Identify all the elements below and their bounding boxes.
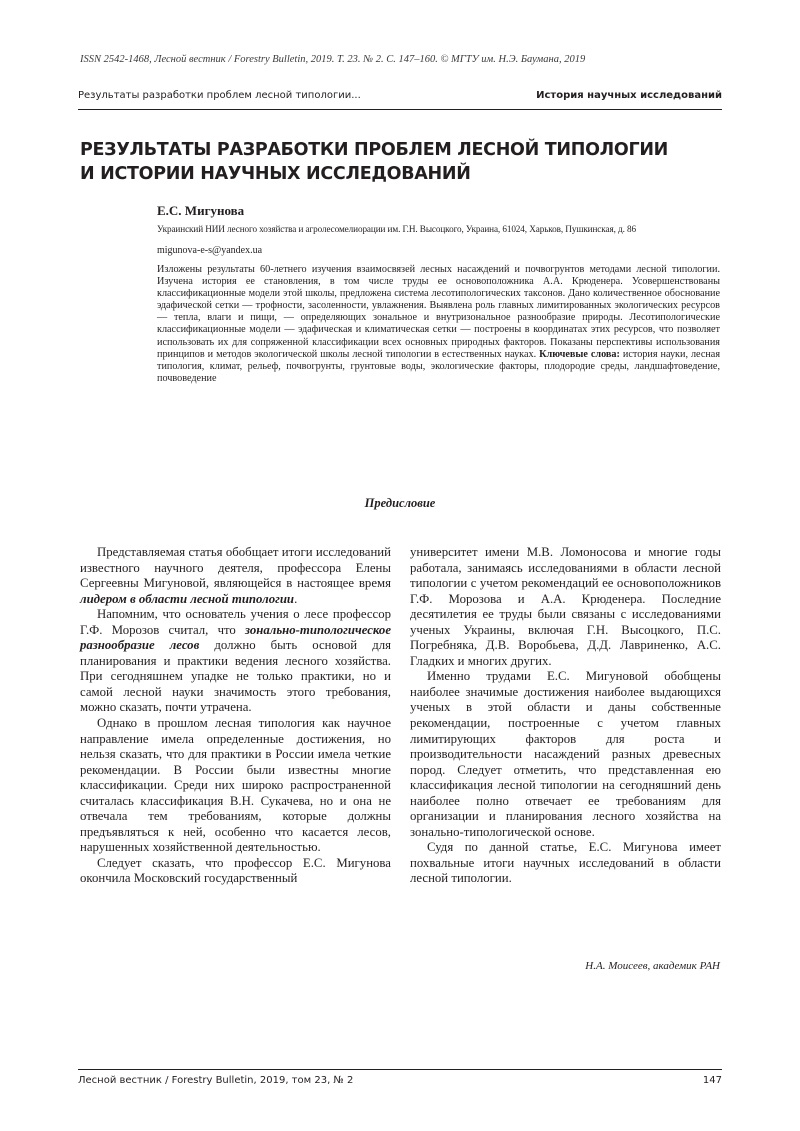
author-affiliation: Украинский НИИ лесного хозяйства и агролесомелиорации им. Г.Н. Высоцкого, Украина, 61024, Харьков, Пушкинская, д. 86 <box>157 224 636 234</box>
paragraph: Именно трудами Е.С. Мигуновой обобщены наиболее значимые достижения наиболее выдающихся ученых в этой области и даны собственные рекомендации, построенные с учетом главных лимитирующих факторов для роста и производительности насаждений разных древесных пород. Следует отметить, что представленная ею классификация лесной типологии на сегодняшний день наиболее полно отвечает ее требованиям для организации и планирования лесного хозяйства на зонально-типологической основе. <box>410 669 721 839</box>
paragraph <box>80 545 391 607</box>
article-title-line-2: И ИСТОРИИ НАУЧНЫХ ИССЛЕДОВАНИЙ <box>80 164 471 184</box>
paragraph <box>80 607 391 716</box>
footer-journal: Лесной вестник / Forestry Bulletin, 2019, том 23, № 2 <box>78 1075 354 1086</box>
keywords-label: Ключевые слова: <box>539 348 620 360</box>
running-head-section: История научных исследований <box>536 89 722 101</box>
right-column <box>410 545 721 887</box>
abstract-text: Изложены результаты 60-летнего изучения взаимосвязей лесных насаждений и почвогрунтов методами лесной типологии. Изучена история ее становления, в том числе труды ее основоположника А.А. Крюденера. Усовершенствованы классификационные модели этой школы, предложена система лесотипологических таксонов. Дано количественное обоснование эдафической сетки — трофности, засоленности, увлажнения. Выявлена роль главных лимитированных экологических ресурсов — тепла, влаги и пищи, — определяющих зональное и внутризональное разнообразие природы. Лесотипологические классификационные модели — эдафическая и климатическая сетки — построены в координатах этих ресурсов, что позволяет использовать их для сопряженной классификации всех основных природных факторов. Показаны перспективы использования принципов и методов экологической школы лесной типологии в естественных науках. <box>157 264 720 360</box>
article-title-line-1: РЕЗУЛЬТАТЫ РАЗРАБОТКИ ПРОБЛЕМ ЛЕСНОЙ ТИПОЛОГИИ <box>80 140 669 160</box>
paragraph: Судя по данной статье, Е.С. Мигунова имеет похвальные итоги научных исследований в области лесной типологии. <box>410 840 721 886</box>
author-name: Е.С. Мигунова <box>157 203 245 218</box>
emphasis-text: зонально-типологическое разнообразие лесов <box>80 622 391 653</box>
paragraph-text: Напомним, что основатель учения о лесе профессор Г.Ф. Морозов считал, что <box>80 607 391 637</box>
article-title <box>80 138 720 186</box>
left-column <box>80 545 391 887</box>
paragraph: университет имени М.В. Ломоносова и многие годы работала, занимаясь исследованиями в области лесной типологии с учетом рекомендаций ее основоположников Г.Ф. Морозова и А.А. Крюденера. Последние десятилетия ее труды были связаны с исследованиями ученых Украины, включая Г.Н. Высоцкого, П.С. Погребняка, Д.В. Воробьева, Д.Д. Лавриненко, А.С. Гладких и многих других. <box>410 545 721 668</box>
issn-line: ISSN 2542-1468, Лесной вестник / Forestry Bulletin, 2019. Т. 23. № 2. С. 147–160. © МГТУ им. Н.Э. Баумана, 2019 <box>80 54 586 65</box>
header-rule <box>78 109 722 110</box>
abstract <box>157 264 720 385</box>
page-footer <box>78 1075 722 1086</box>
paragraph-text: . <box>294 591 298 606</box>
footer-rule <box>78 1069 722 1070</box>
section-title: Предисловие <box>364 496 436 510</box>
paragraph-text: должно быть основой для планирования и практики ведения лесного хозяйства. При сегодняшнем упадке не только практики, но и самой лесной науки значимость этого требования, можно сказать, почти утрачена. <box>80 638 391 715</box>
emphasis-text: лидером в области лесной типологии <box>80 591 295 606</box>
page-number: 147 <box>702 1075 722 1086</box>
running-head <box>78 85 722 105</box>
paragraph: Следует сказать, что профессор Е.С. Мигунова окончила Московский государственный <box>80 855 391 886</box>
preface-signature: Н.А. Моисеев, академик РАН <box>585 960 720 972</box>
paragraph: Однако в прошлом лесная типология как научное направление имела определенные достижения, но нельзя сказать, что для практики в России имела четкие рекомендации. В России были известны многие классификации. Среди них широко распространенной считалась классификация В.Н. Сукачева, но и она не отвечала тем требованиям, которые должны предъявляться к ней, особенно что касается лесов, нарушенных хозяйственной деятельностью. <box>80 716 391 855</box>
keywords-list: история науки, лесная типология, климат, рельеф, почвогрунты, грунтовые воды, экологические факторы, плодородие среды, ландшафтоведение, почвоведение <box>157 348 721 384</box>
running-head-article: Результаты разработки проблем лесной типологии... <box>78 89 361 101</box>
paragraph-text: Представляемая статья обобщает итоги исследований известного научного деятеля, профессора Елены Сергеевны Мигуновой, являющейся в настоящее время <box>80 545 391 591</box>
author-email: migunova-e-s@yandex.ua <box>157 245 263 256</box>
